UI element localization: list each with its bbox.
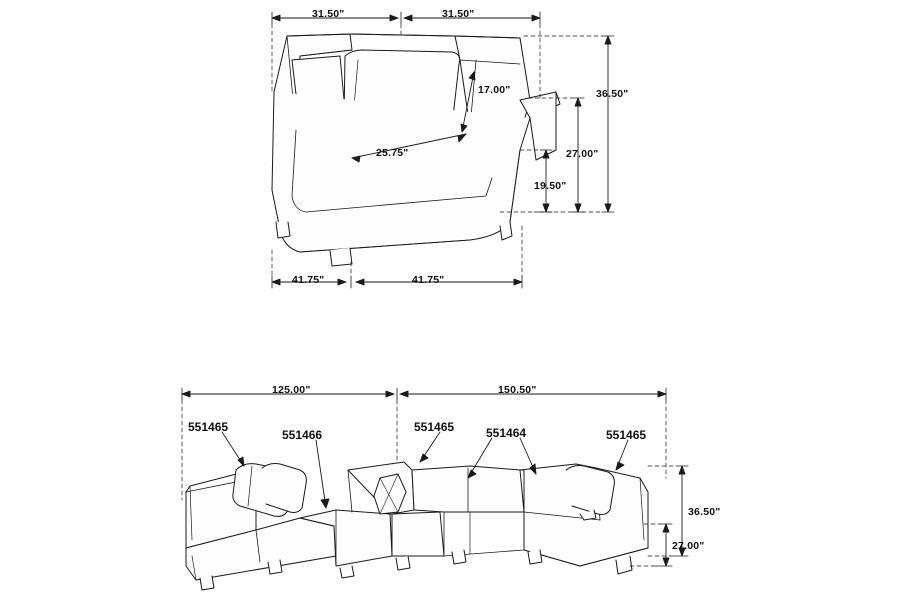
dim-seat-depth: 25.75" xyxy=(376,147,409,159)
dim-bottom-right-width: 41.75" xyxy=(412,274,445,286)
part-number-left-arm: 551465 xyxy=(188,420,229,434)
dim-left-section-width: 125.00" xyxy=(272,384,311,396)
dim-overall-height-top: 36.50" xyxy=(596,88,629,100)
dim-seat-height: 19.50" xyxy=(534,180,567,192)
corner-chair-drawing xyxy=(272,34,560,266)
part-number-armless-middle: 551464 xyxy=(486,426,527,440)
dim-back-pillow-height: 17.00" xyxy=(478,84,511,96)
dim-top-left-width: 31.50" xyxy=(312,8,345,20)
sectional-drawing xyxy=(186,462,648,590)
part-number-armless-left: 551466 xyxy=(282,428,323,442)
dim-overall-height-bottom: 36.50" xyxy=(688,506,721,518)
part-number-corner: 551465 xyxy=(414,420,455,434)
dim-top-right-width: 31.50" xyxy=(442,8,475,20)
part-number-right-arm: 551465 xyxy=(606,428,647,442)
dim-arm-height: 27.00" xyxy=(566,148,599,160)
dim-seat-back-height: 27.00" xyxy=(672,540,705,552)
dim-bottom-left-width: 41.75" xyxy=(292,274,325,286)
dim-right-section-width: 150.50" xyxy=(498,384,537,396)
